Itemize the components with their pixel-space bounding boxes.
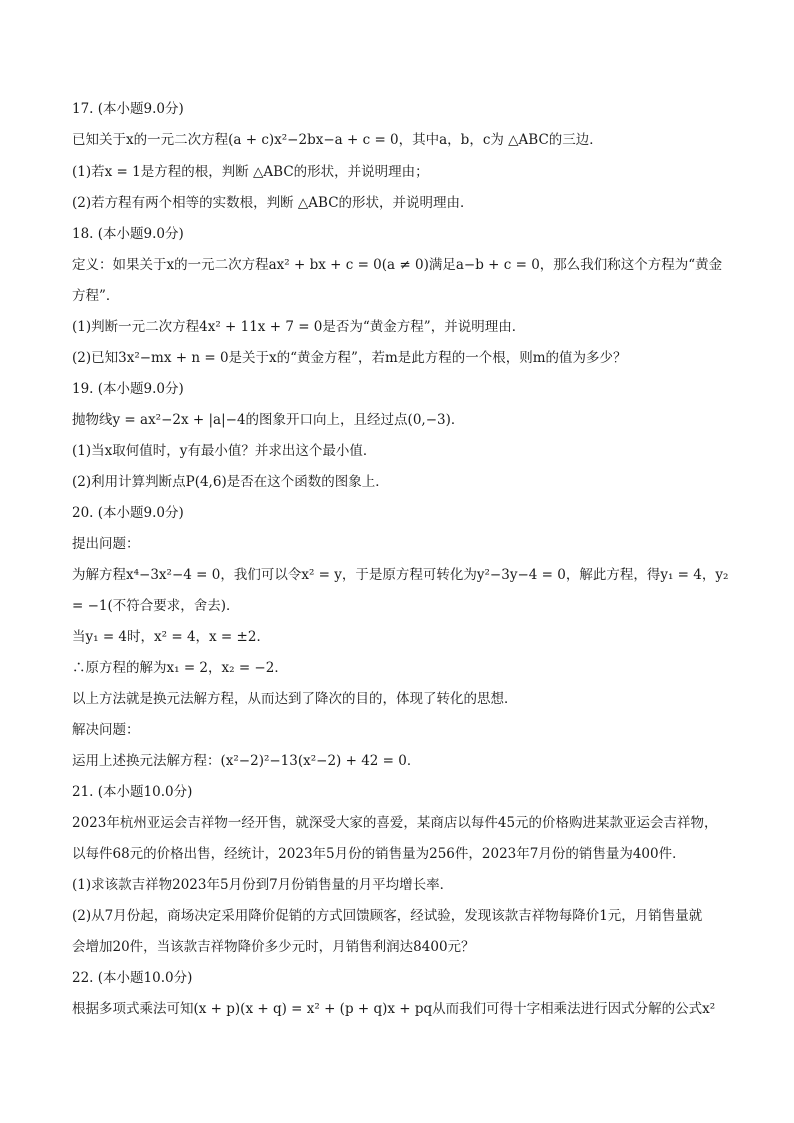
problem-17-stem: 已知关于x的一元二次方程(a + c)x²−2bx−a + c = 0，其中a，b，c为 △ABC的三边． [72,132,603,148]
problem-20-method-line-4: ∴原方程的解为x₁ = 2，x₂ = −2． [72,660,288,676]
problem-20-solve-label: 解决问题： [72,722,140,738]
problem-21-stem-line-2: 以每件68元的价格出售，经统计，2023年5月份的销售量为256件，2023年7月份的销售量为400件． [72,846,686,862]
problem-22-stem: 根据多项式乘法可知(x + p)(x + q) = x² + (p + q)x + pq从而我们可得十字相乘法进行因式分解的公式x² [72,1001,716,1017]
problem-18-part-2: (2)已知3x²−mx + n = 0是关于x的“黄金方程”，若m是此方程的一个根，则m的值为多少？ [72,350,627,366]
problem-19-part-2: (2)利用计算判断点P(4,6)是否在这个函数的图象上． [72,474,389,490]
problem-22-header: 22. (本小题10.0分) [72,970,193,986]
problem-19-part-1: (1)当x取何值时，y有最小值？并求出这个最小值． [72,443,377,459]
problem-18-stem-line-1: 定义：如果关于x的一元二次方程ax² + bx + c = 0(a ≠ 0)满足a−b + c = 0，那么我们称这个方程为“黄金 [72,257,723,273]
problem-18-header: 18. (本小题9.0分) [72,226,184,242]
problem-20-method-line-5: 以上方法就是换元法解方程，从而达到了降次的目的，体现了转化的思想． [72,691,518,707]
problem-17-header: 17. (本小题9.0分) [72,101,184,117]
problem-20-question-label: 提出问题： [72,536,140,552]
problem-20-method-line-3: 当y₁ = 4时，x² = 4，x = ±2． [72,629,270,645]
problem-19-stem: 抛物线y = ax²−2x + |a|−4的图象开口向上，且经过点(0,−3)． [72,412,465,428]
problem-18-part-1: (1)判断一元二次方程4x² + 11x + 7 = 0是否为“黄金方程”，并说明理由． [72,319,526,335]
problem-20-method-line-1: 为解方程x⁴−3x²−4 = 0，我们可以令x² = y，于是原方程可转化为y²−3y−4 = 0，解此方程，得y₁ = 4，y₂ [72,567,729,583]
problem-19-header: 19. (本小题9.0分) [72,381,184,397]
problem-17-part-2: (2)若方程有两个相等的实数根，判断 △ABC的形状，并说明理由． [72,195,474,211]
problem-20-method-line-2: = −1(不符合要求，舍去)． [72,598,240,614]
problem-18-stem-line-2: 方程”． [72,288,120,304]
problem-21-part-2-line-2: 会增加20件，当该款吉祥物降价多少元时，月销售利润达8400元？ [72,939,475,955]
problem-17-part-1: (1)若x = 1是方程的根，判断 △ABC的形状，并说明理由； [72,164,429,180]
problem-21-header: 21. (本小题10.0分) [72,784,193,800]
problem-21-part-2-line-1: (2)从7月份起，商场决定采用降价促销的方式回馈顾客，经试验，发现该款吉祥物每降价1元，月销售量就 [72,908,703,924]
problem-21-part-1: (1)求该款吉祥物2023年5月份到7月份销售量的月平均增长率． [72,877,454,893]
document-page [72,100,732,1018]
problem-20-header: 20. (本小题9.0分) [72,505,184,521]
problem-21-stem-line-1: 2023年杭州亚运会吉祥物一经开售，就深受大家的喜爱，某商店以每件45元的价格购进某款亚运会吉祥物， [72,815,718,831]
problem-20-task: 运用上述换元法解方程：(x²−2)²−13(x²−2) + 42 = 0． [72,753,421,769]
